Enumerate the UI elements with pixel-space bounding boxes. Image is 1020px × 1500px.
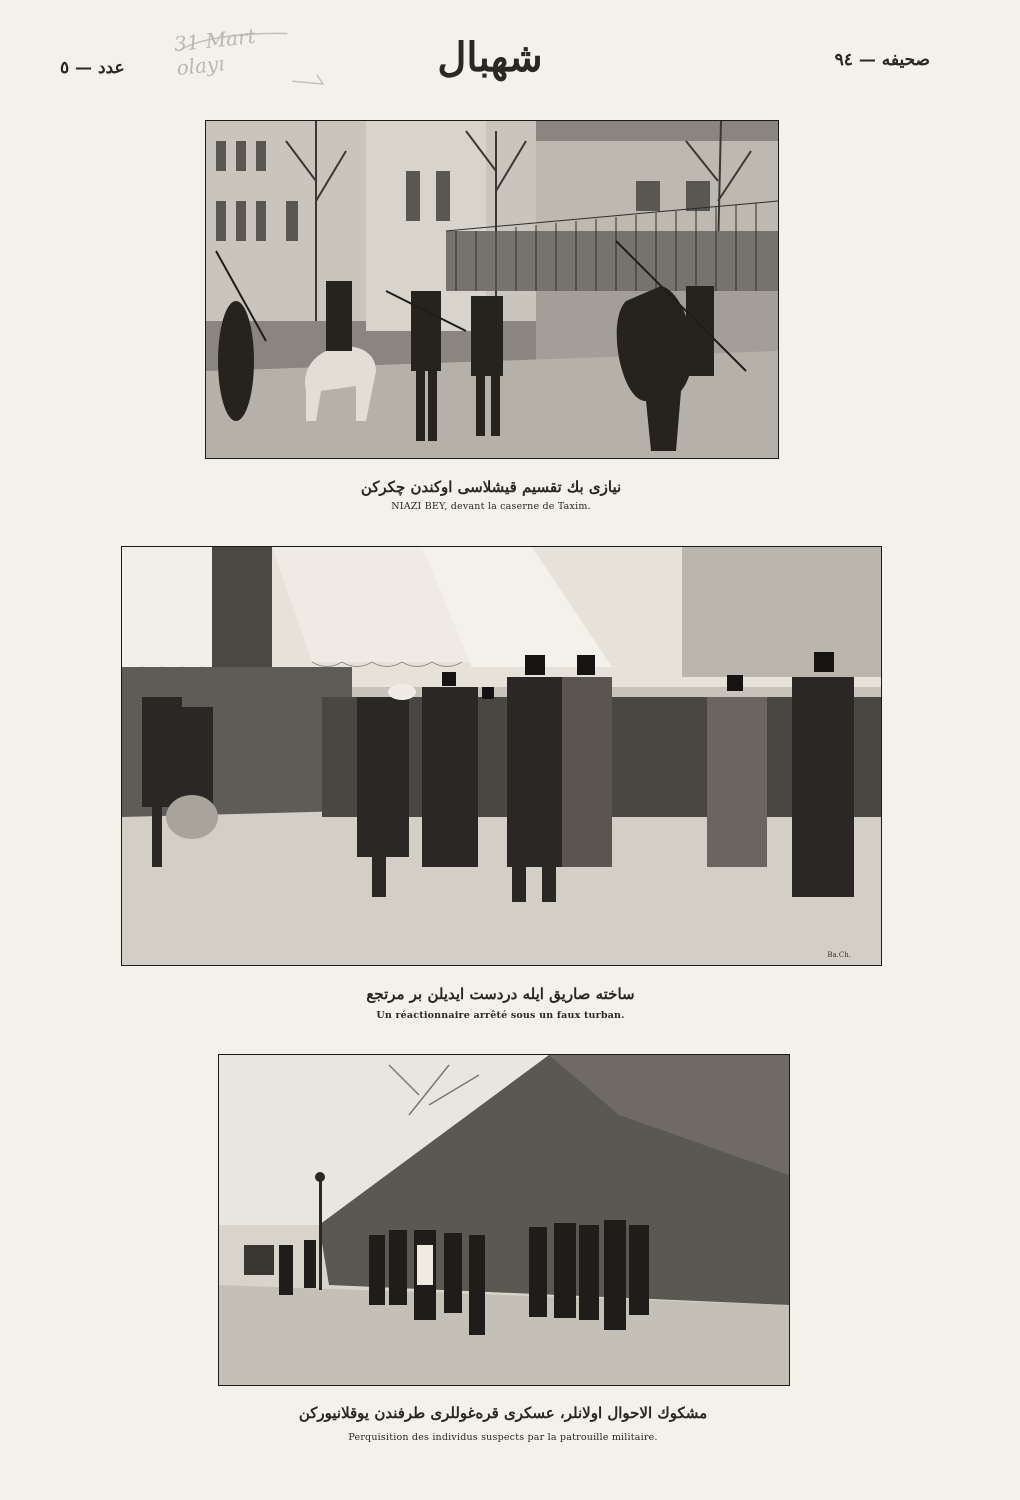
masthead-title: شهبال [437, 34, 543, 81]
caption-french-2: Un réactionnaire arrêté sous un faux turban. [376, 1010, 625, 1021]
page-number: صحیفه — ٩٤ [834, 50, 930, 70]
photo-military-patrol [218, 1054, 790, 1386]
caption-french-1: NIAZI BEY, devant la caserne de Taxim. [391, 501, 591, 512]
photographer-signature: Ba.Ch. [827, 951, 851, 959]
caption-ottoman-2: ساخته صاریق ایله دردست ایدیلن بر مرتجع [366, 985, 635, 1003]
caption-ottoman-3: مشکوك الاحوال اولانلر، عسکری قره‌غوللری طرفندن یوقلانیورکن [298, 1404, 708, 1422]
caption-french-3: Perquisition des individus suspects par la patrouille militaire. [348, 1432, 658, 1443]
issue-number: عدد — ٥ [60, 58, 125, 78]
photo-arrested-reactionary [121, 546, 882, 966]
photo-niazi-bey [205, 120, 779, 459]
caption-ottoman-1: نیازی بك تقسیم قیشلاسی اوکندن چکرکن [360, 478, 622, 496]
pencil-note-text: 31 Mart olayı [172, 23, 257, 81]
